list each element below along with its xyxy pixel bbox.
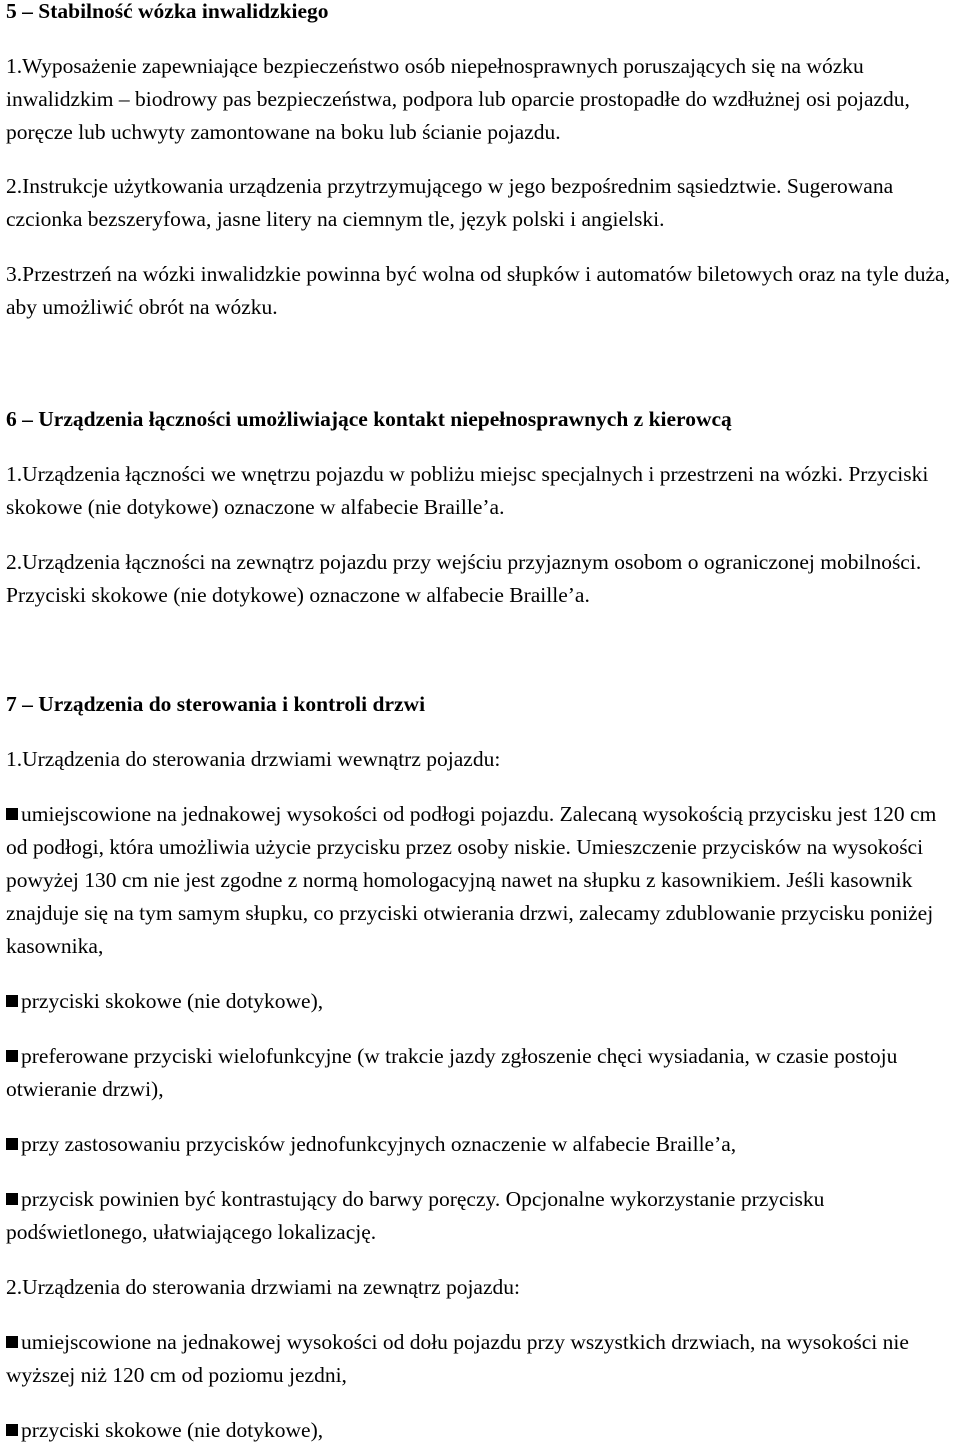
list-item xyxy=(6,985,323,1018)
list-item xyxy=(6,1128,736,1161)
square-bullet-icon xyxy=(6,1193,18,1205)
section-7-paragraph-1: 1.Urządzenia do sterowania drzwiami wewnątrz pojazdu: xyxy=(6,747,501,771)
section-7-paragraph-2: 2.Urządzenia do sterowania drzwiami na zewnątrz pojazdu: xyxy=(6,1275,520,1299)
list-item-text: przyciski skokowe (nie dotykowe), xyxy=(21,1418,324,1442)
square-bullet-icon xyxy=(6,995,18,1007)
list-item xyxy=(6,1040,956,1106)
section-5-paragraph-2: 2.Instrukcje użytkowania urządzenia przytrzymującego w jego bezpośrednim sąsiedztwie. Sugerowana czcionka bezszeryfowa, jasne litery na ciemnym tle, język polski i angielski. xyxy=(6,174,894,231)
section-5-paragraph-3: 3.Przestrzeń na wózki inwalidzkie powinna być wolna od słupków i automatów biletowych oraz na tyle duża, aby umożliwić obrót na wózku. xyxy=(6,262,950,319)
section-6-paragraph-1: 1.Urządzenia łączności we wnętrzu pojazdu w pobliżu miejsc specjalnych i przestrzeni na wózki. Przyciski skokowe (nie dotykowe) oznaczone w alfabecie Braille’a. xyxy=(6,462,929,519)
list-item-text: przy zastosowaniu przycisków jednofunkcyjnych oznaczenie w alfabecie Braille’a, xyxy=(21,1132,737,1156)
section-7-heading: 7 – Urządzenia do sterowania i kontroli drzwi xyxy=(6,692,426,716)
square-bullet-icon xyxy=(6,808,18,820)
list-item-text: przyciski skokowe (nie dotykowe), xyxy=(21,989,324,1013)
section-6-heading: 6 – Urządzenia łączności umożliwiające kontakt niepełnosprawnych z kierowcą xyxy=(6,407,732,431)
square-bullet-icon xyxy=(6,1138,18,1150)
section-5-paragraph-1: 1.Wyposażenie zapewniające bezpieczeństwo osób niepełnosprawnych poruszających się na wózku inwalidzkim – biodrowy pas bezpieczeństwa, podpora lub oparcie prostopadłe do wzdłużnej osi pojazdu, poręcze lub uchwyty zamontowane na boku lub ścianie pojazdu. xyxy=(6,54,910,144)
square-bullet-icon xyxy=(6,1336,18,1348)
list-item-text: umiejscowione na jednakowej wysokości od podłogi pojazdu. Zalecaną wysokością przycisku jest 120 cm od podłogi, która umożliwia użycie przycisku przez osoby niskie. Umieszczenie przycisków na wysokości powyżej 130 cm nie jest zgodne z normą homologacyjną nawet na słupku z kasownikiem. Jeśli kasownik znajduje się na tym samym słupku, co przyciski otwierania drzwi, zalecamy zdublowanie przycisku poniżej kasownika, xyxy=(6,802,937,958)
section-5-heading: 5 – Stabilność wózka inwalidzkiego xyxy=(6,0,329,23)
section-6-paragraph-2: 2.Urządzenia łączności na zewnątrz pojazdu przy wejściu przyjaznym osobom o ograniczonej mobilności. Przyciski skokowe (nie dotykowe) oznaczone w alfabecie Braille’a. xyxy=(6,550,922,607)
square-bullet-icon xyxy=(6,1050,18,1062)
list-item xyxy=(6,1414,323,1447)
square-bullet-icon xyxy=(6,1424,18,1436)
list-item xyxy=(6,1183,956,1249)
list-item xyxy=(6,798,956,963)
list-item-text: umiejscowione na jednakowej wysokości od dołu pojazdu przy wszystkich drzwiach, na wysokości nie wyższej niż 120 cm od poziomu jezdni, xyxy=(6,1330,909,1387)
list-item-text: przycisk powinien być kontrastujący do barwy poręczy. Opcjonalne wykorzystanie przycisku podświetlonego, ułatwiającego lokalizację. xyxy=(6,1187,825,1244)
list-item-text: preferowane przyciski wielofunkcyjne (w trakcie jazdy zgłoszenie chęci wysiadania, w czasie postoju otwieranie drzwi), xyxy=(6,1044,898,1101)
list-item xyxy=(6,1326,956,1392)
